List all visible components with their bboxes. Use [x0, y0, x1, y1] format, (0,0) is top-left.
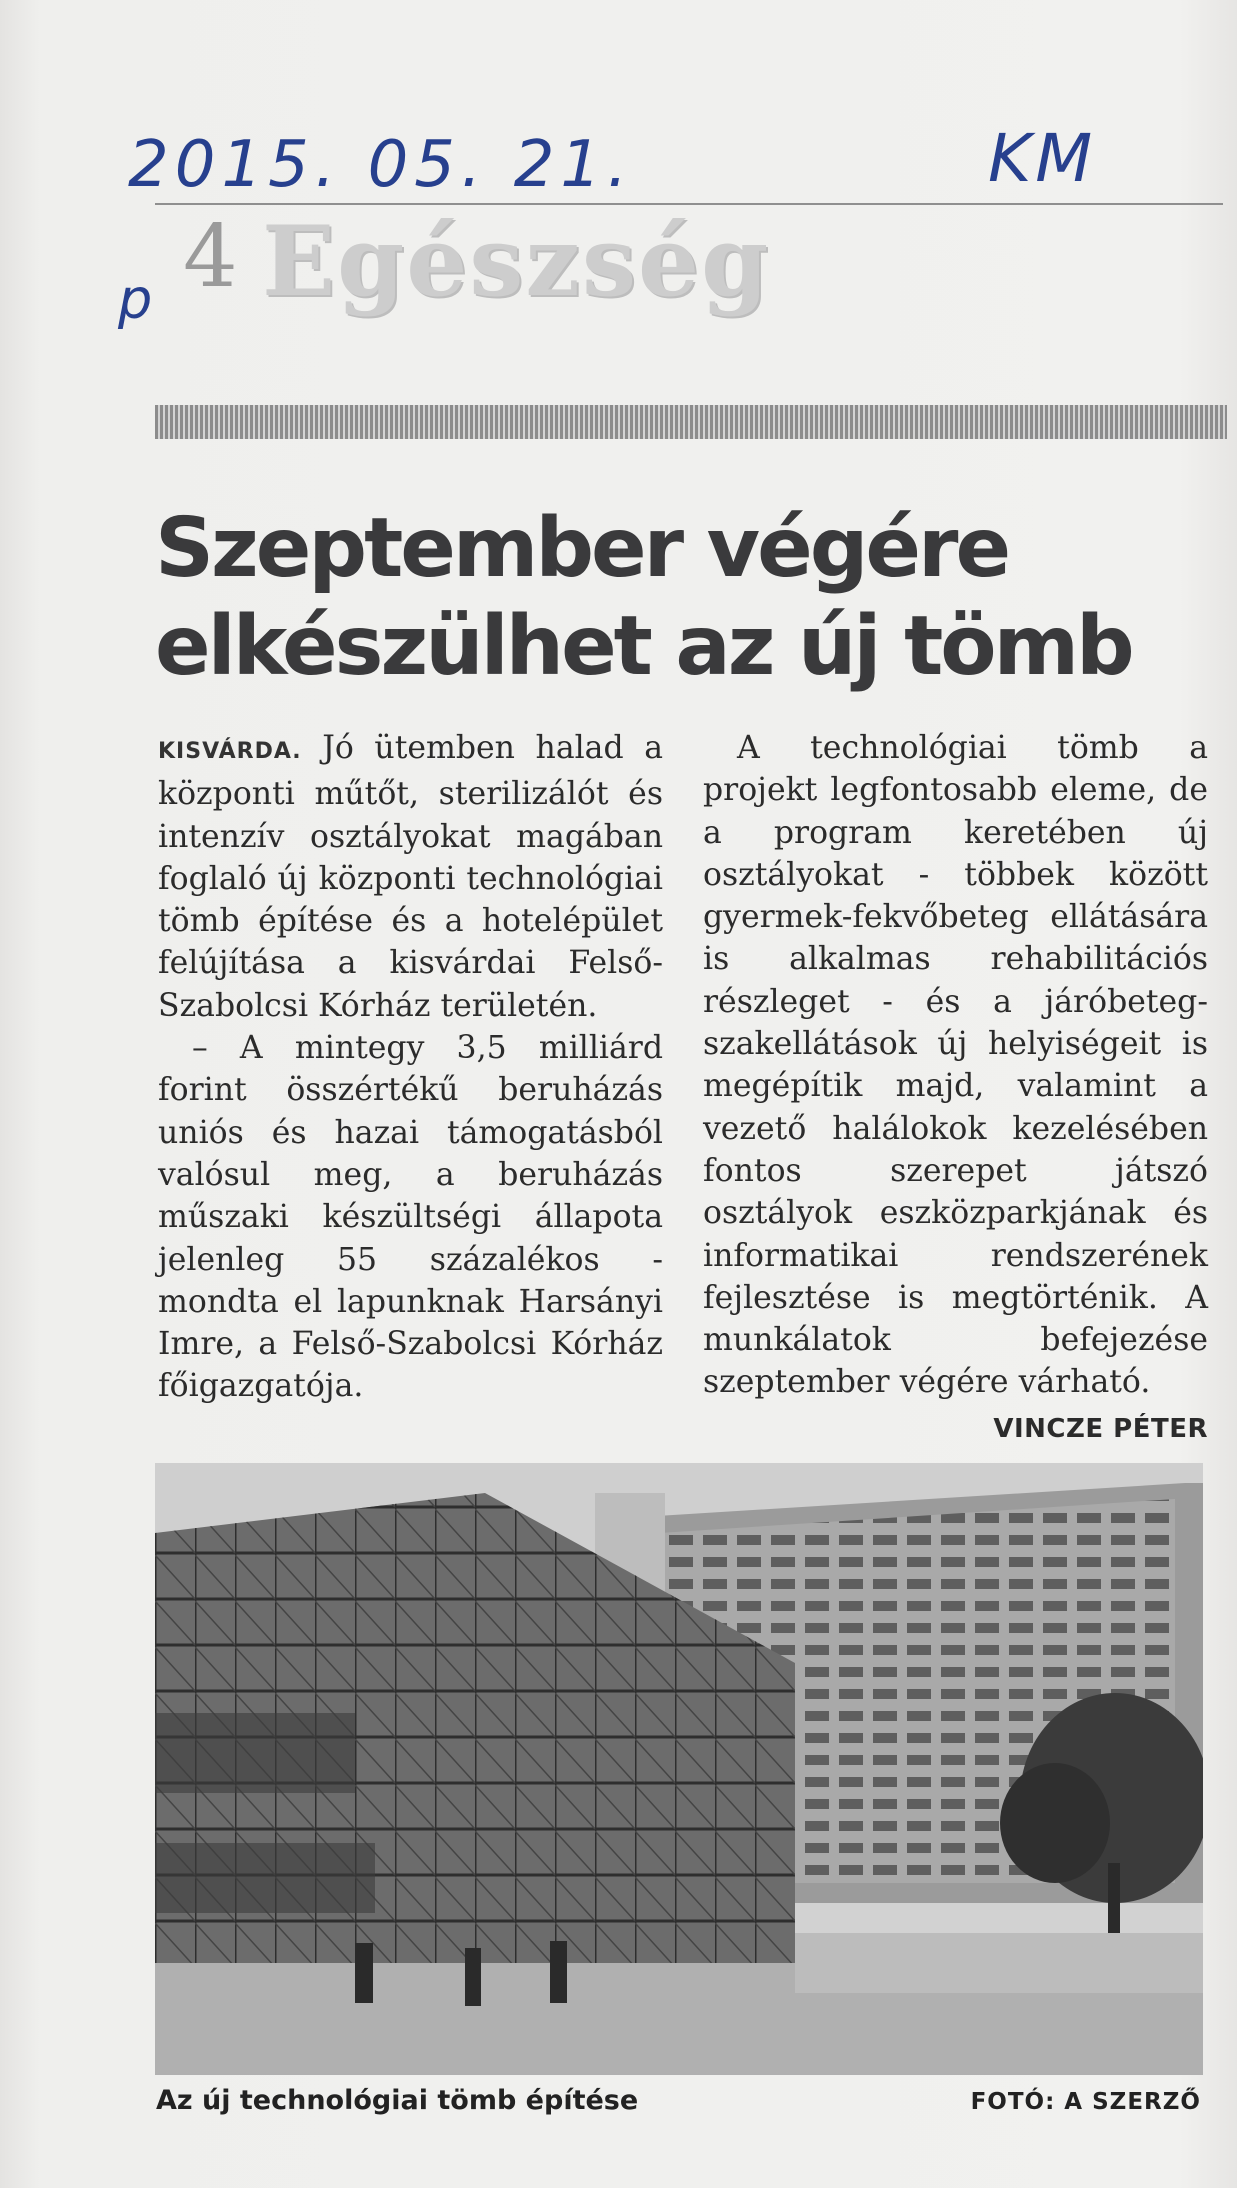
- photo-caption: Az új technológiai tömb építése: [156, 2085, 639, 2116]
- paragraph-3: [703, 727, 1208, 1444]
- paragraph-1: [158, 727, 663, 1027]
- page-number: 4: [183, 207, 238, 307]
- article-column-2: [703, 727, 1208, 1450]
- photo-illustration: [155, 1463, 1203, 2075]
- headline-line-2: elkészülhet az új tömb: [155, 599, 1132, 694]
- article-headline: [155, 500, 1215, 696]
- dateline: KISVÁRDA.: [158, 739, 302, 764]
- handwritten-page-mark: p: [118, 268, 153, 331]
- section-title: Egészség: [262, 205, 771, 318]
- paragraph-3-text: A technológiai tömb a projekt legfontosabb eleme, de a program keretében új osztályokat - többek között gyermek-fekvőbeteg ellátására is alkalmas rehabilitációs részleget - és a járóbeteg-szakellátások új helyiségeit is megépítik majd, valamint a vezető halálokok kezelésében fontos szerepet játszó osztályok eszközparkjának és informatikai rendszerének fejlesztése is megtörténik. A munkálatok befejezése szeptember végére várható.: [703, 730, 1208, 1401]
- hatched-divider: [155, 405, 1227, 439]
- photo-credit: FOTÓ: A SZERZŐ: [970, 2089, 1201, 2115]
- handwritten-initials: KM: [988, 120, 1097, 197]
- construction-photo: [155, 1463, 1203, 2075]
- paragraph-1-text: Jó ütemben halad a központi műtőt, sterilizálót és intenzív osztályokat magában foglaló új központi technológiai tömb építése és a hotelépület felújítása a kisvárdai Felső-Szabolcsi Kórház területén.: [158, 730, 663, 1024]
- paragraph-2: – A mintegy 3,5 milliárd forint összértékű beruházás uniós és hazai támogatásból valósul meg, a beruházás műszaki készültségi állapota jelenleg 55 százalékos - mondta el lapunknak Harsányi Imre, a Felső-Szabolcsi Kórház főigazgatója.: [158, 1030, 663, 1405]
- byline: VINCZE PÉTER: [993, 1413, 1208, 1444]
- headline-line-1: Szeptember végére: [155, 501, 1009, 596]
- handwritten-date: 2015. 05. 21.: [128, 128, 634, 202]
- article-column-1: [158, 727, 663, 1408]
